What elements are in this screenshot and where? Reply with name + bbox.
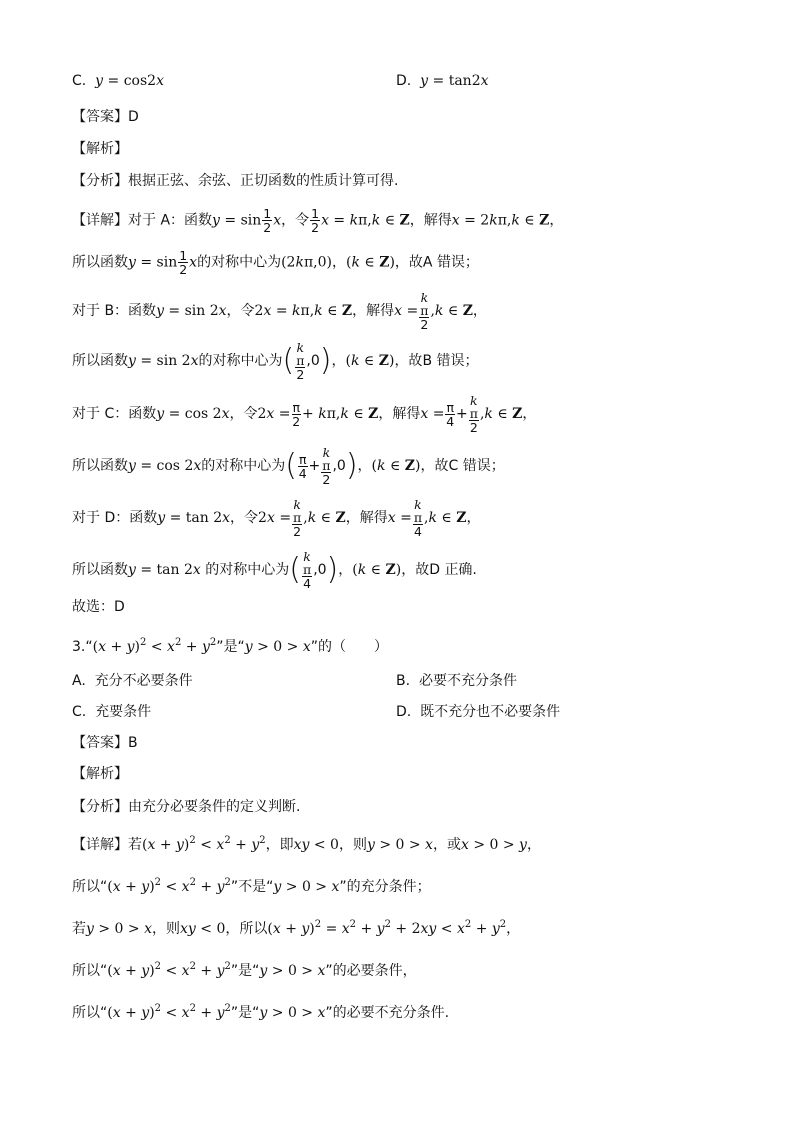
text: ，令 (281, 212, 310, 229)
text: C (448, 458, 459, 474)
text: ，则 (152, 921, 180, 937)
option-label: D. (396, 73, 412, 89)
option-text: 必要不充分条件 (418, 673, 517, 689)
option-text: 充分不必要条件 (94, 673, 193, 689)
text: D (429, 562, 440, 578)
text: 若 (128, 837, 142, 853)
fenxi-text: 根据正弦、余弦、正切函数的性质计算可得. (128, 173, 399, 189)
fenxi-text: 由充分必要条件的定义判断. (128, 799, 301, 815)
text: 所以函数 (72, 562, 128, 578)
text: ，解得 (352, 303, 395, 319)
text: 所以 (72, 1005, 100, 1021)
analysis-tag: 【解析】 (72, 141, 128, 157)
text: 对于 D：函数 (72, 510, 158, 526)
q3-detail-1: 【详解】若$(x + y)^2 < x^2 + y^2$，即xy < 0，则y > 0 > x，或x > 0 > y， (72, 835, 541, 853)
q3-fenxi-line (72, 797, 300, 817)
text: 的对称中心为 (198, 353, 283, 369)
fenxi-tag: 【分析】 (72, 799, 128, 815)
q3-detail-3: 若y > 0 > x，则xy < 0，所以$(x + y)^2 = x^2 + y^2 + 2xy < x^2 + y^2$， (72, 919, 521, 937)
q3-detail-2: 所以“$(x + y)^2 < x^2 + y^2$”不是“y > 0 > x”的充分条件； (72, 877, 431, 895)
detail-c-line: 对于 C：函数y = cos 2x，令2x = $\frac{\pi}{2}$ + kπ,k ∈ Z，解得x = $\frac{\pi}{4}$ + k π 2 ,k ∈ Z， (72, 393, 537, 435)
detail-tag: 【详解】 (72, 212, 128, 229)
text: 对于 C：函数 (72, 406, 157, 422)
fenxi-tag: 【分析】 (72, 173, 128, 189)
detail-a-center: 所以函数y = sin $\frac{1}{2}$ x的对称中心为(2kπ,0)，(k ∈ Z)，故A 错误； (72, 248, 479, 277)
option-label: C. (72, 73, 87, 89)
text: 的对称中心为 (205, 562, 290, 578)
text: 所以函数 (72, 353, 128, 369)
detail-tag: 【详解】 (72, 837, 128, 853)
answer-tag: 【答案】 (72, 735, 128, 751)
text: 不是 (238, 879, 267, 895)
text: ，即 (265, 837, 294, 853)
detail-c-center: 所以函数y = cos 2x的对称中心为( $\frac{\pi}{4}$ + k π 2 ,0)，(k ∈ Z)，故C 错误； (72, 445, 505, 487)
final-choice: 故选：D (72, 599, 125, 615)
text: ，解得 (378, 406, 421, 422)
text: 是 (238, 963, 253, 979)
text: 正确. (444, 562, 477, 578)
option-label: A. (72, 673, 86, 689)
option-label: C. (72, 704, 87, 720)
text: ，令 (230, 510, 259, 526)
detail-b-line: 对于 B：函数y = sin 2x，令2x = kπ,k ∈ Z，解得x = k π 2 ,k ∈ Z， (72, 290, 487, 332)
text: 的对称中心为 (201, 458, 286, 474)
text: ，令 (229, 406, 258, 422)
option-d-formula: y = tan2x (420, 73, 489, 89)
answer-value: B (128, 735, 138, 751)
answer-value: D (128, 109, 139, 125)
q3-option-d (396, 702, 560, 722)
q3-detail-5: 所以“$(x + y)^2 < x^2 + y^2$”是“y > 0 > x”的必要不充分条件. (72, 1003, 450, 1021)
text: 的必要条件， (332, 963, 417, 979)
q3-option-b (396, 671, 517, 691)
option-c-formula: y = cos2x (95, 73, 164, 89)
detail-a-line: 【详解】对于 A：函数y = sin $\frac{1}{2}$ x，令 $\frac{1}{2}$ x = kπ,k ∈ Z，解得x = 2kπ,k ∈ Z， (72, 206, 564, 235)
q3-detail-4: 所以“$(x + y)^2 < x^2 + y^2$”是“y > 0 > x”的必要条件， (72, 961, 417, 979)
fenxi-line (72, 171, 398, 191)
answer-line (72, 107, 139, 127)
text: 的必要不充分条件. (332, 1005, 450, 1021)
detail-d-line: 对于 D：函数y = tan 2x，令2x = k π 2 ,k ∈ Z，解得x = k π 4 ,k ∈ Z， (72, 497, 481, 539)
text: 错误； (436, 254, 479, 271)
text: 所以函数 (72, 458, 128, 474)
option-label: D. (396, 704, 412, 720)
q3-answer-line (72, 733, 138, 753)
text: 错误； (436, 353, 479, 369)
text: 的充分条件； (346, 879, 431, 895)
text: 对于 A：函数 (128, 212, 213, 229)
text: ，故 (401, 562, 430, 578)
q3-option-c (72, 702, 151, 722)
text: ，故 (394, 353, 423, 369)
text: 所以函数 (72, 254, 128, 271)
text: 是 (238, 1005, 253, 1021)
text: 是 (223, 639, 238, 655)
detail-b-center: 所以函数y = sin 2x的对称中心为( k π 2 ,0)，(k ∈ Z)，故B 错误； (72, 340, 479, 382)
text: ，则 (338, 837, 367, 853)
text: 若 (72, 921, 86, 937)
text: ，令 (226, 303, 255, 319)
q3-stem: 3.“(x + $y)^2 < x^2 + y^2$”是“y > 0 > x”的（ ） (72, 637, 389, 655)
text: 所以 (72, 879, 100, 895)
question-number: 3. (72, 639, 86, 655)
text: B (422, 353, 433, 369)
text: ，解得 (409, 212, 452, 229)
text: ，所以 (225, 921, 268, 937)
option-d-row (396, 71, 489, 91)
text: A (422, 254, 433, 271)
text: ，故 (420, 458, 449, 474)
text: 的（ ） (318, 639, 389, 655)
q3-option-a (72, 671, 193, 691)
text: 的对称中心为 (197, 254, 282, 271)
detail-d-center: 所以函数y = tan 2x 的对称中心为( k π 4 ,0)，(k ∈ Z)，故D 正确. (72, 549, 477, 591)
text: 所以 (72, 963, 100, 979)
q3-analysis-tag: 【解析】 (72, 766, 128, 782)
option-label: B. (396, 673, 411, 689)
text: ，或 (432, 837, 461, 853)
option-text: 既不充分也不必要条件 (420, 704, 561, 720)
text: 对于 B：函数 (72, 303, 157, 319)
answer-tag: 【答案】 (72, 109, 128, 125)
text: ，故 (394, 254, 423, 271)
option-c-row (72, 71, 164, 91)
text: ，解得 (345, 510, 388, 526)
text: 错误； (462, 458, 505, 474)
option-text: 充要条件 (95, 704, 152, 720)
